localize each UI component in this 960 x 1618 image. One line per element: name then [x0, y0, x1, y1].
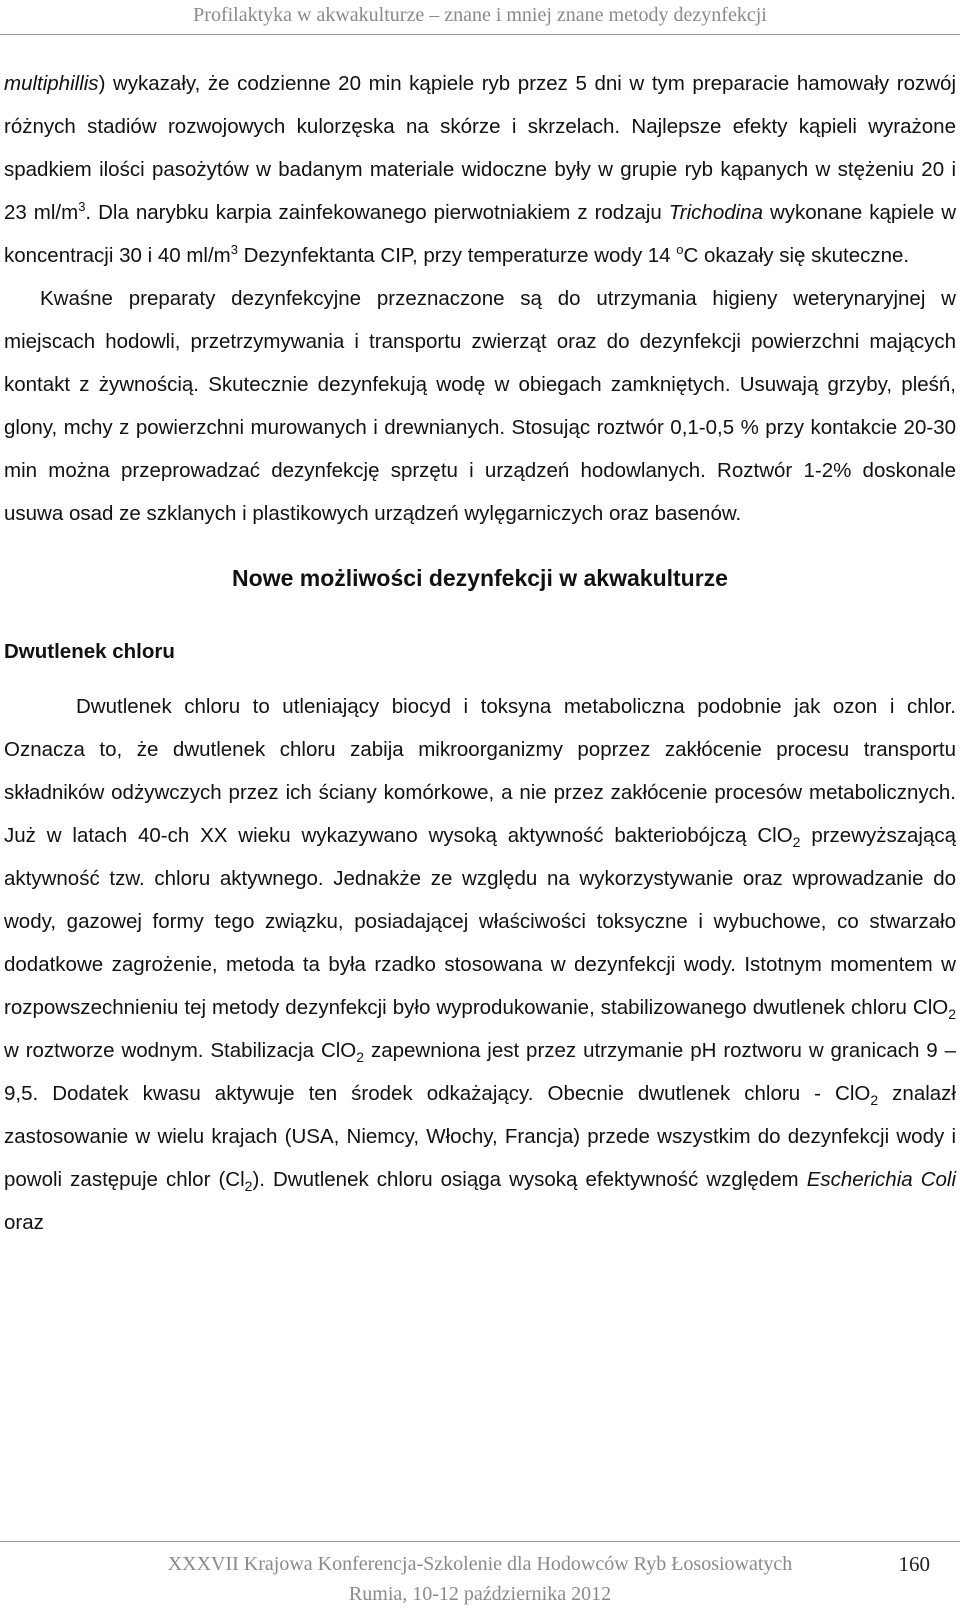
text-run: ). Dwutlenek chloru osiąga wysoką efektywność względem — [252, 1168, 807, 1191]
subscript: 2 — [948, 1006, 956, 1023]
text-run: zapewniona jest przez utrzymanie pH roztworu w granicach 9 – 9,5. Dodatek kwasu aktywuje ten środek odkażający. Obecnie dwutlenek chloru - ClO — [4, 1039, 956, 1105]
text-run: ) wykazały, że codzienne 20 min kąpiele ryb przez 5 dni w tym preparacie hamowały rozwój różnych stadiów rozwojowych kulorzęska na skórze i skrzelach. Najlepsze efekty kąpieli wyrażone spadkiem ilości pasożytów w badanym materiale widoczne były w grupie ryb kąpanych w stężeniu 20 i 23 ml/m — [4, 72, 956, 224]
text-run: . Dla narybku karpia zainfekowanego pierwotniakiem z rodzaju — [85, 201, 669, 224]
subsection-title: Dwutlenek chloru — [4, 640, 175, 663]
subscript: 2 — [356, 1049, 365, 1066]
page-body — [4, 62, 956, 1244]
species-name: Escherichia Coli — [806, 1168, 957, 1191]
subscript: 2 — [244, 1178, 253, 1195]
section-title: Nowe możliwości dezynfekcji w akwakulturze — [232, 565, 728, 591]
text-run: wykonane kąpiele w koncentracji 30 i 40 ml/m — [4, 201, 956, 267]
species-name: Trichodina — [668, 201, 763, 224]
paragraph-trichodina — [4, 62, 956, 277]
footer-place-date: Rumia, 10-12 października 2012 — [348, 1583, 612, 1605]
species-name: multiphillis — [4, 72, 99, 95]
text-run: znalazł zastosowanie w wielu krajach (USA, Niemcy, Włochy, Francja) przede wszystkim do dezynfekcji wody i powoli zastępuje chlor (Cl — [4, 1082, 956, 1191]
page-number: 160 — [898, 1552, 930, 1576]
superscript: o — [676, 242, 684, 258]
text-run: przewyższającą aktywność tzw. chloru aktywnego. Jednakże ze względu na wykorzystywanie oraz wprowadzanie do wody, gazowej formy tego związku, posiadającej właściwości toksyczne i wybuchowe, co stwarzało dodatkowe zagrożenie, metoda ta była rzadko stosowana w dezynfekcji wody. Istotnym momentem w rozpowszechnieniu tej metody dezynfekcji było wyprodukowanie, stabilizowanego dwutlenek chloru ClO — [4, 824, 957, 1019]
text-run: C okazały się skuteczne. — [683, 244, 910, 267]
running-header — [0, 0, 960, 35]
paragraph-chlorine-dioxide — [4, 685, 956, 1244]
text-run: Dezynfektanta CIP, przy temperaturze wody 14 — [237, 244, 677, 267]
text-run: Dwutlenek chloru to utleniający biocyd i toksyna metaboliczna podobnie jak ozon i chlor. Oznacza to, że dwutlenek chloru zabija mikroorganizmy poprzez zakłócenie procesu transportu składników odżywczych przez ich ściany komórkowe, a nie przez zakłócenie procesów metabolicznych. Już w latach 40-ch XX wieku wykazywano wysoką aktywność bakteriobójczą ClO — [4, 695, 956, 847]
text-run: w roztworze wodnym. Stabilizacja ClO — [4, 1039, 357, 1062]
subscript: 2 — [792, 834, 801, 851]
superscript: 3 — [78, 199, 86, 215]
paragraph-acid-preparations: Kwaśne preparaty dezynfekcyjne przeznaczone są do utrzymania higieny weterynaryjnej w miejscach hodowli, przetrzymywania i transportu zwierząt oraz do dezynfekcji powierzchni mających kontakt z żywnością. Skutecznie dezynfekują wodę w obiegach zamkniętych. Usuwają grzyby, pleśń, glony, mchy z powierzchni murowanych i drewnianych. Stosując roztwór 0,1-0,5 % przy kontakcie 20-30 min można przeprowadzać dezynfekcję sprzętu i urządzeń hodowlanych. Roztwór 1-2% doskonale usuwa osad ze szklanych i plastikowych urządzeń wylęgarniczych oraz basenów. — [4, 287, 956, 525]
footer-conference: XXXVII Krajowa Konferencja-Szkolenie dla Hodowców Ryb Łososiowatych — [167, 1553, 793, 1575]
page-footer — [0, 1541, 960, 1618]
text-run: oraz — [4, 1211, 44, 1234]
running-title: Profilaktyka w akwakulturze – znane i mniej znane metody dezynfekcji — [193, 4, 767, 26]
subscript: 2 — [870, 1092, 879, 1109]
superscript: 3 — [230, 242, 238, 258]
